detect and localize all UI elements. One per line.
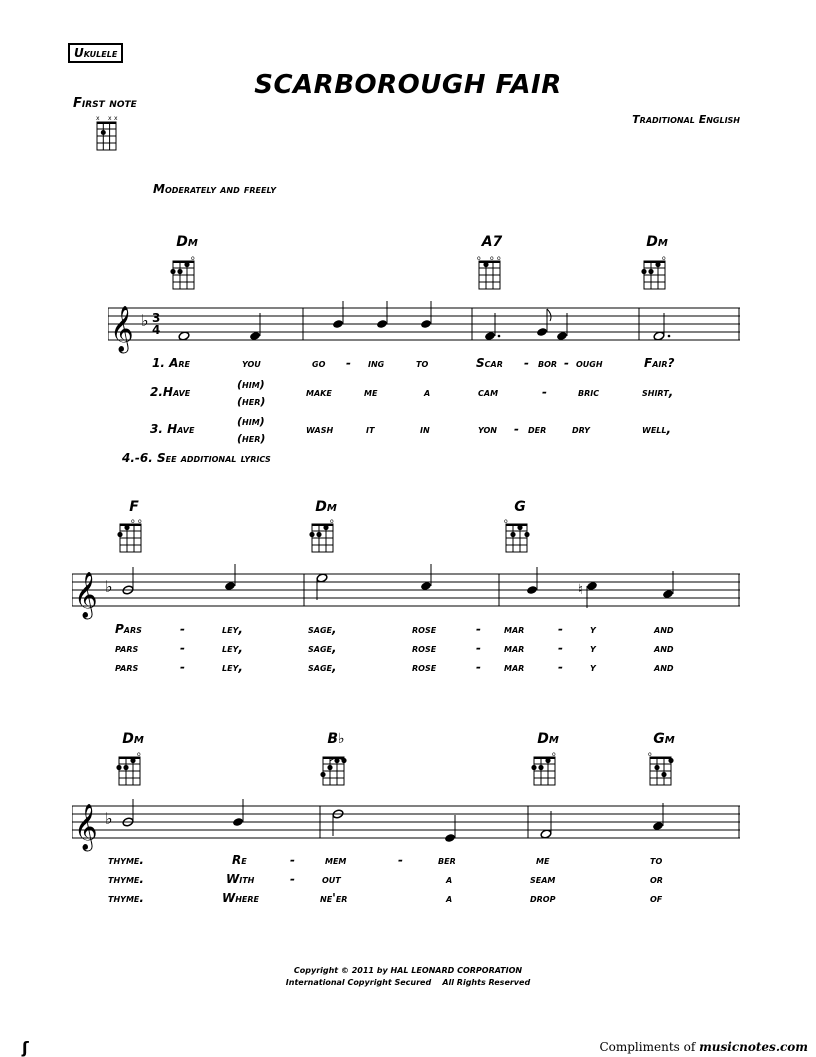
- chord-diagram-gm: [647, 750, 677, 786]
- lyric-syllable: -: [542, 385, 547, 399]
- svg-text:𝄞: 𝄞: [74, 572, 98, 618]
- staff-system-3: [72, 796, 744, 852]
- song-title: SCARBOROUGH FAIR: [254, 70, 562, 100]
- chord-diagram-dm: [309, 517, 339, 553]
- lyric-syllable: ne'er: [320, 891, 348, 905]
- lyric-syllable: yon: [478, 422, 498, 436]
- chord-name: B♭: [327, 731, 345, 747]
- lyric-syllable: Where: [222, 891, 260, 905]
- svg-text:o: o: [662, 255, 666, 262]
- lyric-syllable: -: [476, 622, 481, 636]
- pronoun-him: him: [242, 415, 260, 428]
- lyric-syllable: -: [180, 622, 185, 636]
- lyric-syllable: ley,: [222, 641, 243, 655]
- tempo-marking: Moderately and freely: [153, 182, 277, 196]
- chord-diagram-dm: [641, 254, 671, 290]
- lyric-syllable: sage,: [308, 660, 337, 674]
- lyric-syllable: -: [524, 356, 529, 370]
- chord-diagram-bb: [320, 750, 350, 786]
- lyric-syllable: mem: [325, 853, 347, 867]
- lyric-syllable: to: [416, 356, 429, 370]
- lyric-syllable: bor: [538, 356, 558, 370]
- svg-text:o: o: [137, 751, 141, 758]
- lyric-syllable: a: [446, 872, 453, 886]
- lyric-syllable: Scar: [476, 356, 503, 370]
- lyric-syllable: -: [558, 622, 563, 636]
- lyric-syllable: -: [180, 660, 185, 674]
- lyric-syllable: thyme.: [108, 853, 144, 867]
- svg-text:o: o: [330, 518, 334, 525]
- lyric-syllable: dry: [572, 422, 590, 436]
- lyric-syllable: me: [364, 385, 378, 399]
- lyric-syllable: pars: [115, 660, 139, 674]
- pronoun-choice: (him) (her): [237, 378, 266, 408]
- svg-text:♮: ♮: [578, 582, 584, 598]
- chord-diagram-dm: [116, 750, 146, 786]
- svg-text:𝄞: 𝄞: [110, 306, 134, 352]
- svg-text:x: x: [108, 115, 112, 122]
- lyric-syllable: and: [654, 660, 674, 674]
- lyric-syllable: -: [180, 641, 185, 655]
- svg-text:o: o: [191, 255, 195, 262]
- pronoun-her: her: [242, 432, 261, 445]
- lyric-syllable: -: [290, 872, 295, 886]
- copyright-line-1: Copyright © 2011 by HAL LEONARD CORPORATION: [293, 966, 523, 975]
- staff-system-1: [108, 298, 744, 358]
- composer-credit: Traditional English: [632, 113, 740, 126]
- chord-name: Dm: [537, 731, 559, 747]
- chord-diagram-a7: [476, 254, 506, 290]
- lyric-syllable: shirt,: [642, 385, 674, 399]
- chord-diagram-g: [503, 517, 533, 553]
- lyric-syllable: mar: [504, 641, 525, 655]
- lyric-syllable: wash: [306, 422, 334, 436]
- chord-name: Dm: [176, 234, 198, 250]
- lyric-syllable: ough: [576, 356, 603, 370]
- lyric-syllable: -: [476, 641, 481, 655]
- svg-text:o: o: [504, 518, 508, 525]
- svg-text:o: o: [552, 751, 556, 758]
- lyric-syllable: rose: [412, 660, 437, 674]
- chord-name: F: [129, 499, 139, 515]
- lyric-syllable: y: [590, 641, 596, 655]
- lyric-syllable: -: [346, 356, 351, 370]
- chord-diagram-dm: [170, 254, 200, 290]
- svg-text:o: o: [648, 751, 652, 758]
- lyric-syllable: ing: [368, 356, 385, 370]
- lyric-syllable: a: [446, 891, 453, 905]
- lyric-syllable: y: [590, 660, 596, 674]
- lyric-syllable: bric: [578, 385, 600, 399]
- lyric-syllable: thyme.: [108, 872, 144, 886]
- lyric-syllable: it: [366, 422, 375, 436]
- additional-lyrics-note: 4.-6. See additional lyrics: [122, 451, 271, 465]
- svg-text:♭: ♭: [105, 577, 113, 596]
- lyric-syllable: 2.Have: [150, 385, 191, 399]
- svg-text:o: o: [138, 518, 142, 525]
- first-note-label: First note: [73, 96, 137, 111]
- lyric-syllable: of: [650, 891, 663, 905]
- chord-name: Dm: [315, 499, 337, 515]
- lyric-syllable: sage,: [308, 641, 337, 655]
- lyric-syllable: and: [654, 641, 674, 655]
- lyric-syllable: -: [398, 853, 403, 867]
- svg-text:o: o: [477, 255, 481, 262]
- lyric-syllable: -: [514, 422, 519, 436]
- lyric-syllable: -: [564, 356, 569, 370]
- lyric-syllable: -: [558, 660, 563, 674]
- chord-name: Gm: [653, 731, 675, 747]
- lyric-syllable: a: [424, 385, 431, 399]
- compliments-prefix: Compliments of: [599, 1040, 696, 1054]
- lyric-syllable: me: [536, 853, 550, 867]
- pronoun-choice: (him) (her): [237, 415, 266, 445]
- lyric-syllable: -: [558, 641, 563, 655]
- lyric-syllable: Fair?: [644, 356, 675, 370]
- chord-name: Dm: [646, 234, 668, 250]
- svg-text:o: o: [131, 518, 135, 525]
- compliments-site-link[interactable]: musicnotes.com: [699, 1040, 808, 1054]
- lyric-syllable: Re: [232, 853, 247, 867]
- time-signature-top: 3: [152, 311, 161, 325]
- lyric-syllable: pars: [115, 641, 139, 655]
- lyric-syllable: Pars: [115, 622, 142, 636]
- lyric-syllable: ley,: [222, 660, 243, 674]
- lyric-syllable: you: [242, 356, 261, 370]
- lyric-syllable: seam: [530, 872, 556, 886]
- pronoun-her: her: [242, 395, 261, 408]
- lyric-syllable: 1. Are: [152, 356, 190, 370]
- svg-text:♭: ♭: [105, 809, 113, 828]
- compliments-footer: [599, 1040, 808, 1054]
- lyric-syllable: der: [528, 422, 547, 436]
- svg-text:𝄞: 𝄞: [74, 804, 98, 850]
- lyric-syllable: ley,: [222, 622, 243, 636]
- lyric-syllable: or: [650, 872, 663, 886]
- lyric-syllable: well,: [642, 422, 672, 436]
- chord-name: Dm: [122, 731, 144, 747]
- pronoun-him: him: [242, 378, 260, 391]
- lyric-syllable: rose: [412, 641, 437, 655]
- staff-system-2: [72, 564, 744, 620]
- lyric-syllable: out: [322, 872, 341, 886]
- lyric-syllable: go: [312, 356, 326, 370]
- svg-text:o: o: [490, 255, 494, 262]
- lyric-syllable: ber: [438, 853, 456, 867]
- chord-diagram-f: [117, 517, 147, 553]
- lyric-syllable: make: [306, 385, 332, 399]
- lyric-syllable: thyme.: [108, 891, 144, 905]
- svg-text:o: o: [497, 255, 501, 262]
- lyric-syllable: rose: [412, 622, 437, 636]
- lyric-syllable: mar: [504, 660, 525, 674]
- chord-diagram-dm: [531, 750, 561, 786]
- svg-text:x: x: [96, 115, 100, 122]
- lyric-syllable: to: [650, 853, 663, 867]
- lyric-syllable: -: [290, 853, 295, 867]
- lyric-syllable: and: [654, 622, 674, 636]
- instrument-badge: Ukulele: [68, 43, 123, 63]
- svg-text:♭: ♭: [141, 311, 149, 330]
- chord-name: A7: [481, 234, 503, 250]
- lyric-syllable: in: [420, 422, 430, 436]
- lyric-syllable: drop: [530, 891, 556, 905]
- chord-name: G: [514, 499, 526, 515]
- copyright-line-2: International Copyright Secured All Rights Reserved: [285, 978, 531, 987]
- first-note-diagram: [92, 114, 122, 154]
- time-signature-bottom: 4: [152, 323, 161, 337]
- lyric-syllable: y: [590, 622, 596, 636]
- lyric-syllable: sage,: [308, 622, 337, 636]
- lyric-syllable: With: [226, 872, 255, 886]
- lyric-syllable: cam: [478, 385, 499, 399]
- lyric-syllable: mar: [504, 622, 525, 636]
- svg-text:x: x: [114, 115, 118, 122]
- lyric-syllable: 3. Have: [150, 422, 195, 436]
- lyric-syllable: -: [476, 660, 481, 674]
- page-marker-icon: ʃ: [22, 1038, 29, 1057]
